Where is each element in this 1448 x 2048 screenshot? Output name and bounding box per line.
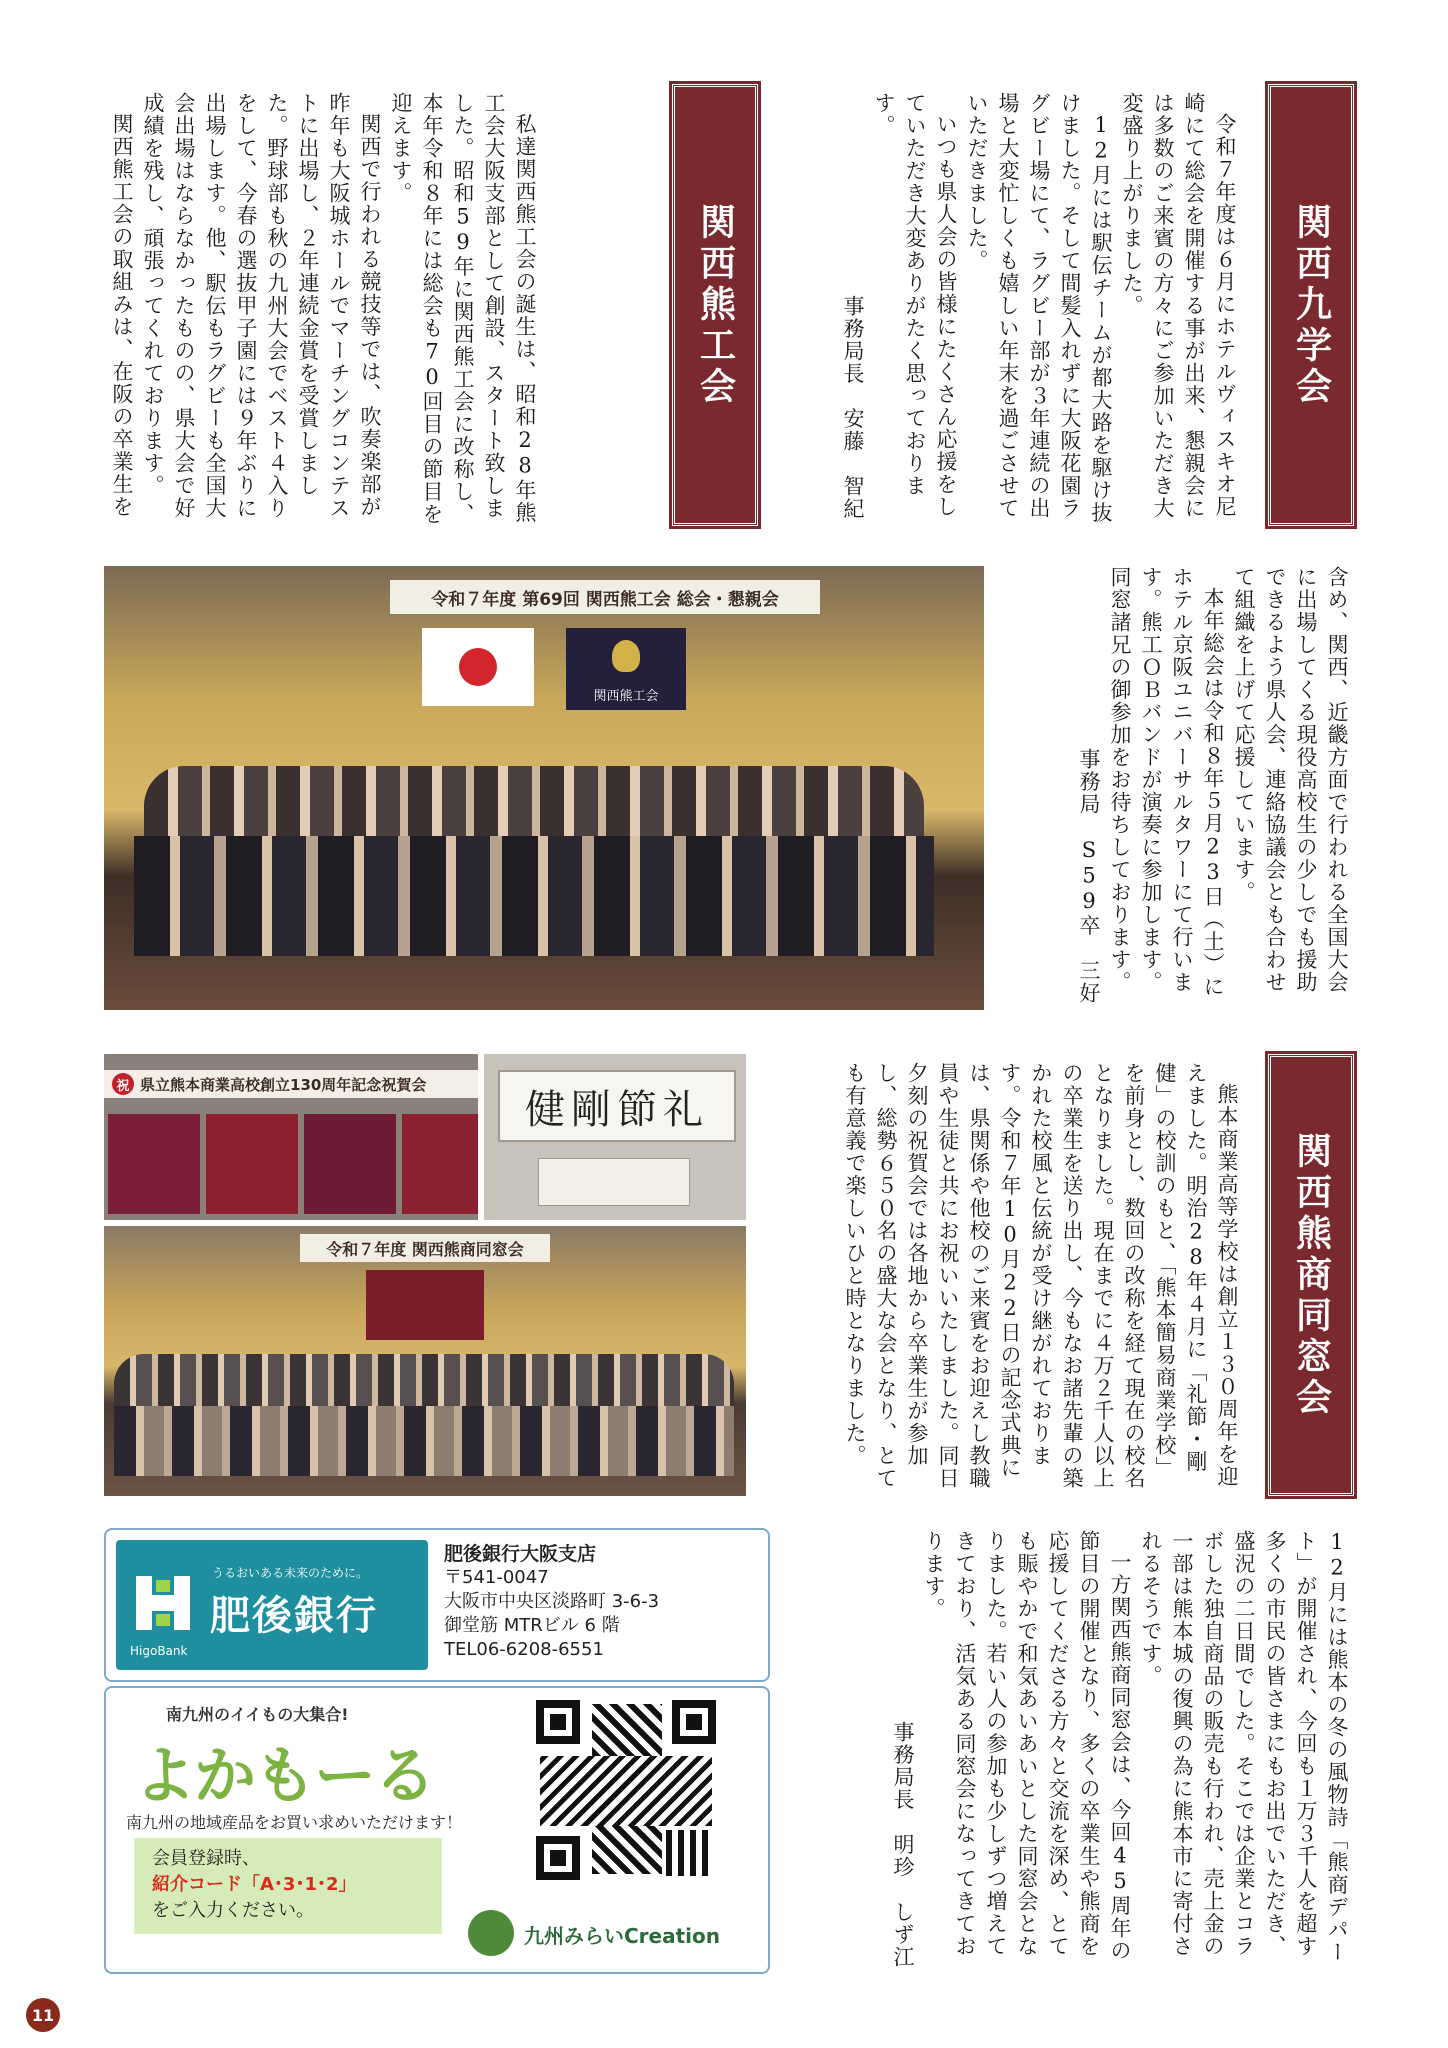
kumashou-group-photo: [104, 1226, 746, 1496]
higo-bank-branch: 肥後銀行大阪支店: [444, 1543, 597, 1565]
kumashou-paragraph-3: 一方関西熊商同窓会は、今回45周年の節目の開催となり、多くの卒業生や熊商を応援してくださる方々と交流を深め、とても賑やかで和気あいあいとした同窓会となりました。若い人の参加も少しずつ増えてきており、活気ある同窓会になってきております。: [922, 1530, 1132, 1962]
higo-bank-info: [444, 1542, 760, 1662]
calligraphy-photo: [484, 1054, 746, 1220]
higo-bank-logo-icon: [136, 1576, 190, 1630]
higo-bank-en: HigoBank: [130, 1644, 188, 1658]
photo4-banner: 令和７年度 関西熊商同窓会: [300, 1234, 550, 1262]
calligraphy-text: 礼節剛健: [525, 1086, 709, 1133]
kumashou-paragraph-2: 12月には熊本の冬の風物詩「熊商デパート」が開催され、今回も１万３千人を超す多くの市民の皆さまにもお出でいただき、盛況の二日間でした。そこでは企業とコラボした独自商品の販売も行われ、売上金の一部は熊本城の復興の為に熊本市に寄付されるそうです。: [1139, 1530, 1349, 1964]
qr-finder-tl-core: [550, 1714, 566, 1730]
yokamall-ad[interactable]: [104, 1686, 770, 1974]
higo-bank-address-1: 大阪市中央区淡路町 3-6-3: [444, 1591, 660, 1612]
photo2-banner: [104, 1070, 478, 1098]
logo-bar-middle: [136, 1595, 190, 1611]
kumashou-article-part1: [770, 1062, 1242, 1496]
higo-bank-name: 肥後銀行: [210, 1593, 378, 1639]
yokamall-register-line-3: をご入力ください。: [152, 1900, 314, 1921]
school-flag: [566, 628, 686, 710]
japan-flag: [422, 628, 534, 706]
yokamall-logo: よかもーる: [134, 1739, 435, 1812]
page-number: 11: [26, 1998, 60, 2032]
yokamall-catch: 南九州のイイもの大集合!: [166, 1705, 349, 1724]
logo-green-top: [156, 1580, 170, 1592]
yokamall-register-line-1: 会員登録時、: [152, 1848, 260, 1869]
higo-bank-address-2: 御堂筋 MTRビル 6 階: [444, 1615, 620, 1636]
kumashou-banner: [366, 1270, 484, 1340]
kyugakukai-signature: 事務局長 安藤 智紀: [841, 295, 865, 520]
higo-bank-tagline: うるおいある未来のために。: [212, 1566, 369, 1580]
kumakoukai-title: 関西熊工会: [694, 202, 736, 408]
higo-bank-postal: 〒541-0047: [444, 1567, 549, 1588]
yokamall-company: 九州みらいCreation: [524, 1924, 720, 1948]
logo-green-bottom: [156, 1614, 170, 1626]
celebration-badge: 祝: [112, 1073, 134, 1095]
kumashou-crowd-back: [114, 1354, 734, 1414]
school-banner-3: [304, 1114, 396, 1214]
kumakoukai-paragraph-4: 含め、関西、近畿方面で行われる全国大会に出場してくる現役高校生の少しでも援助できるよう県人会、連絡協議会とも合わせて組織を上げて応援しています。: [1232, 566, 1349, 994]
flag-red-circle: [459, 648, 497, 686]
school-banner-1: [108, 1114, 200, 1214]
yokamall-referral-code: 紹介コード「A･3･1･2」: [152, 1874, 357, 1895]
kumakoukai-article-part1: [100, 92, 540, 526]
qr-finder-bl-core: [550, 1850, 566, 1866]
school-banner-4: [402, 1114, 478, 1214]
photo1-banner: 令和７年度 第69回 関西熊工会 総会・懇親会: [390, 580, 820, 614]
kumashou-title-box: [1268, 1054, 1354, 1496]
anniversary-photo: [104, 1054, 478, 1220]
calligraphy-plaque: [538, 1158, 690, 1206]
kumakoukai-article-part2: [1022, 566, 1352, 1010]
school-crest-icon: [612, 640, 640, 672]
kyugakukai-paragraph-2: 12月には駅伝チームが都大路を駆け抜けました。そして間髪入れずに大阪花園ラグビー場にて、ラグビー部が３年連続の出場と大変忙しくも嬉しい年末を過ごさせていただきました。: [965, 92, 1113, 524]
yokamall-register-box: [134, 1838, 442, 1934]
kumashou-article-part2: [842, 1530, 1352, 1974]
yokamall-qr-code[interactable]: [536, 1700, 716, 1880]
kumakoukai-title-box: [672, 84, 758, 526]
qr-data-2: [540, 1756, 712, 1826]
qr-finder-tr-core: [686, 1714, 702, 1730]
higo-bank-ad[interactable]: [104, 1528, 770, 1682]
kyugakukai-article: [820, 92, 1240, 526]
qr-data-3: [666, 1830, 712, 1876]
kyugakukai-paragraph-1: 令和７年度は６月にホテルヴィスキオ尼崎にて総会を開催する事が出来、懇親会には多数のご来賓の方々にご参加いただき大変盛り上がりました。: [1120, 92, 1237, 520]
kumakoukai-paragraph-2: 関西で行われる競技等では、吹奏楽部が昨年も大阪城ホールでマーチングコンテストに出場し、２年連続金賞を受賞しました。野球部も秋の九州大会でベスト４入りをして、今春の選抜甲子園には９年ぶりに出場します。他、駅伝もラグビーも全国大会出場はならなかったものの、県大会で好成績を残し、頑張ってくれております。: [141, 92, 382, 520]
photo2-banner-text: 県立熊本商業高校創立130周年記念祝賀会: [140, 1075, 427, 1094]
kumashou-signature: 事務局長 明珍 しず江: [891, 1720, 915, 1968]
kumakoukai-paragraph-1: 私達関西熊工会の誕生は、昭和28年熊工会大阪支部として創設、スタート致しました。昭和59年に関西熊工会に改称し、本年令和８年には総会も70回目の節目を迎えます。: [389, 92, 537, 526]
kyugakukai-title: 関西九学会: [1290, 202, 1332, 408]
kyugakukai-paragraph-3: いつも県人会の皆様にたくさん応援をしていただき大変ありがたく思っております。: [872, 92, 958, 518]
kumakoukai-signature: 事務局 S59卒 三好: [1077, 747, 1101, 1004]
higo-bank-tel: TEL06-6208-6551: [444, 1639, 604, 1660]
higo-bank-logo-panel: [116, 1540, 428, 1670]
kyugakukai-title-box: [1268, 84, 1354, 526]
yokamall-description: 南九州の地域産品をお買い求めいただけます！: [126, 1813, 463, 1832]
kumashou-paragraph-1: 熊本商業高等学校は創立１３０周年を迎えました。明治28年４月に「礼節・剛健」の校訓のもと、「熊本簡易商業学校」を前身とし、数回の改称を経て現在の校名となりました。現在までに４万２千人以上の卒業生を送り出し、今もなお諸先輩の築かれた校風と伝統が受け継がれております。令和７年10月22日の記念式典には、県関係や他校のご来賓をお迎えし教職員や生徒と共にお祝いいたしました。同日夕刻の祝賀会では各地から卒業生が参加し、総勢６５０名の盛大な会となり、とても有意義で楽しいひと時となりました。: [843, 1062, 1239, 1490]
kumakoukai-group-photo: [104, 566, 984, 1010]
calligraphy-scroll: [498, 1070, 736, 1142]
crowd-front-row: [134, 836, 934, 956]
tree-logo-icon: [468, 1910, 514, 1956]
kumakoukai-paragraph-5: 本年総会は令和８年５月23日（土）にホテル京阪ユニバーサルタワーにて行います。熊工ＯＢバンドが演奏に参加します。同窓諸兄の御参加をお待ちしております。: [1108, 566, 1225, 998]
school-banner-2: [206, 1114, 298, 1214]
school-flag-text: 関西熊工会: [593, 689, 659, 704]
kumashou-title: 関西熊商同窓会: [1290, 1131, 1332, 1419]
kumakoukai-paragraph-3: 関西熊工会の取組みは、在阪の卒業生を: [110, 113, 134, 518]
kumashou-crowd-front: [114, 1406, 734, 1476]
